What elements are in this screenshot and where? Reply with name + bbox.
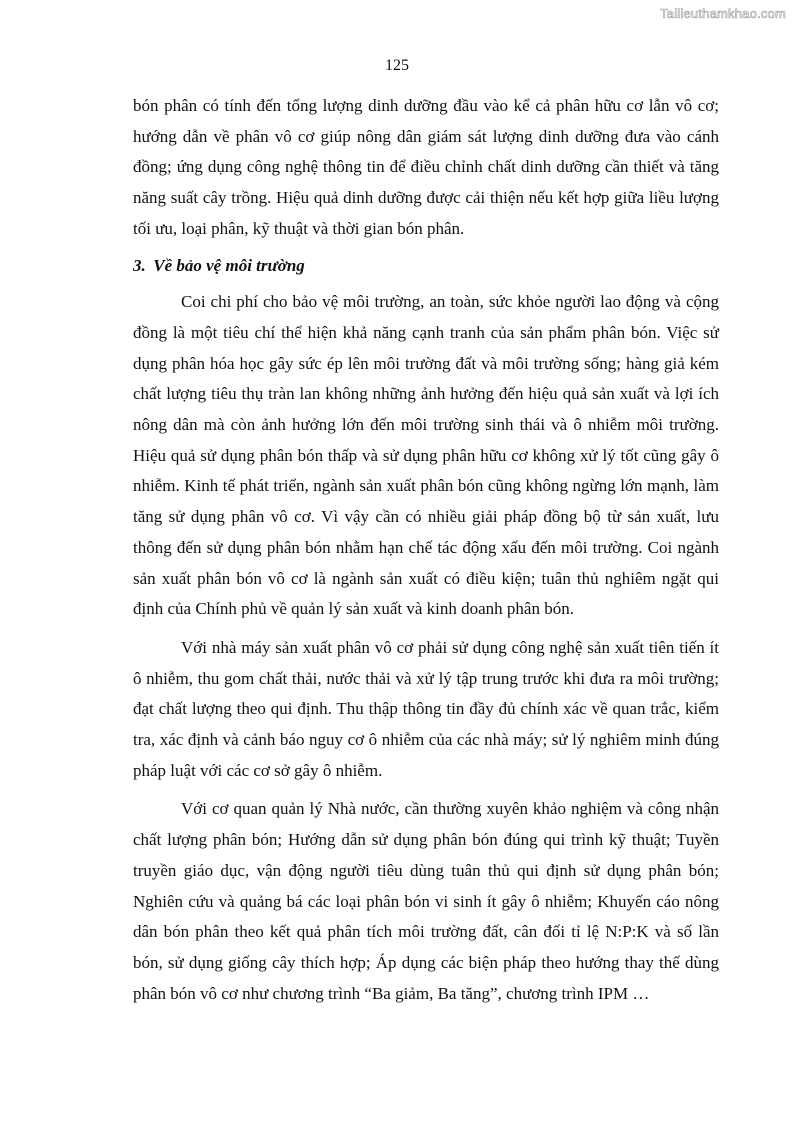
paragraph-continuation: bón phân có tính đến tổng lượng dinh dưỡng đầu vào kể cả phân hữu cơ lẫn vô cơ; hướng dẫn về phân vô cơ giúp nông dân giám sát lượng dinh dưỡng đưa vào cánh đồng; ứng dụng công nghệ thông tin để điều chỉnh chất dinh dưỡng cần thiết và tăng năng suất cây trồng. Hiệu quả dinh dưỡng được cải thiện nếu kết hợp giữa liều lượng tối ưu, loại phân, kỹ thuật và thời gian bón phân. xyxy=(133,96,719,238)
section-title: Về bảo vệ môi trường xyxy=(153,255,305,275)
document-body xyxy=(133,91,719,1009)
paragraph-factories: Với nhà máy sản xuất phân vô cơ phải sử dụng công nghệ sản xuất tiên tiến ít ô nhiễm, thu gom chất thải, nước thải và xử lý tập trung trước khi đưa ra môi trường; đạt chất lượng theo qui định. Thu thập thông tin đầy đủ chính xác về quan trắc, kiểm tra, xác định và cảnh báo nguy cơ ô nhiễm của các nhà máy; sử lý nghiêm minh đúng pháp luật với các cơ sở gây ô nhiễm. xyxy=(133,637,719,780)
paragraph-environment-cost: Coi chi phí cho bảo vệ môi trường, an toàn, sức khỏe người lao động và cộng đồng là một tiêu chí thể hiện khả năng cạnh tranh của sản phẩm phân bón. Việc sử dụng phân hóa học gây sức ép lên môi trường đất và môi trường sống; hàng giả kém chất lượng tiêu thụ tràn lan không những ảnh hưởng đến hiệu quả sản xuất và lợi ích nông dân mà còn ảnh hưởng lớn đến môi trường sinh thái và ô nhiễm môi trường. Hiệu quả sử dụng phân bón thấp và sử dụng phân hữu cơ không xử lý tốt cũng gây ô nhiễm. Kinh tế phát triển, ngành sản xuất phân bón cũng không ngừng lớn mạnh, làm tăng sử dụng phân vô cơ. Vì vậy cần có nhiều giải pháp đồng bộ từ sản xuất, lưu thông đến sử dụng phân bón nhằm hạn chế tác động xấu đến môi trường. Coi ngành sản xuất phân bón vô cơ là ngành sản xuất có điều kiện; tuân thủ nghiêm ngặt qui định của Chính phủ về quản lý sản xuất và kinh doanh phân bón. xyxy=(133,292,719,619)
page-number: 125 xyxy=(385,57,409,74)
paragraph-state-management: Với cơ quan quản lý Nhà nước, cần thường xuyên khảo nghiệm và công nhận chất lượng phân bón; Hướng dẫn sử dụng phân bón đúng qui trình kỹ thuật; Tuyền truyền giáo dục, vận động người tiêu dùng tuân thủ qui định sử dụng phân bón; Nghiên cứu và quảng bá các loại phân bón vi sinh ít gây ô nhiễm; Khuyến cáo nông dân bón phân theo kết quả phân tích môi trường đất, cân đối tỉ lệ N:P:K và số lần bón, sử dụng giống cây thích hợp; Áp dụng các biện pháp theo hướng thay thế dùng phân bón vô cơ như chương trình “Ba giảm, Ba tăng”, chương trình IPM … xyxy=(133,799,719,1003)
section-number: 3. xyxy=(133,255,146,275)
section-heading xyxy=(133,251,719,282)
watermark-text: Tailieuthamkhao.com xyxy=(660,6,786,21)
